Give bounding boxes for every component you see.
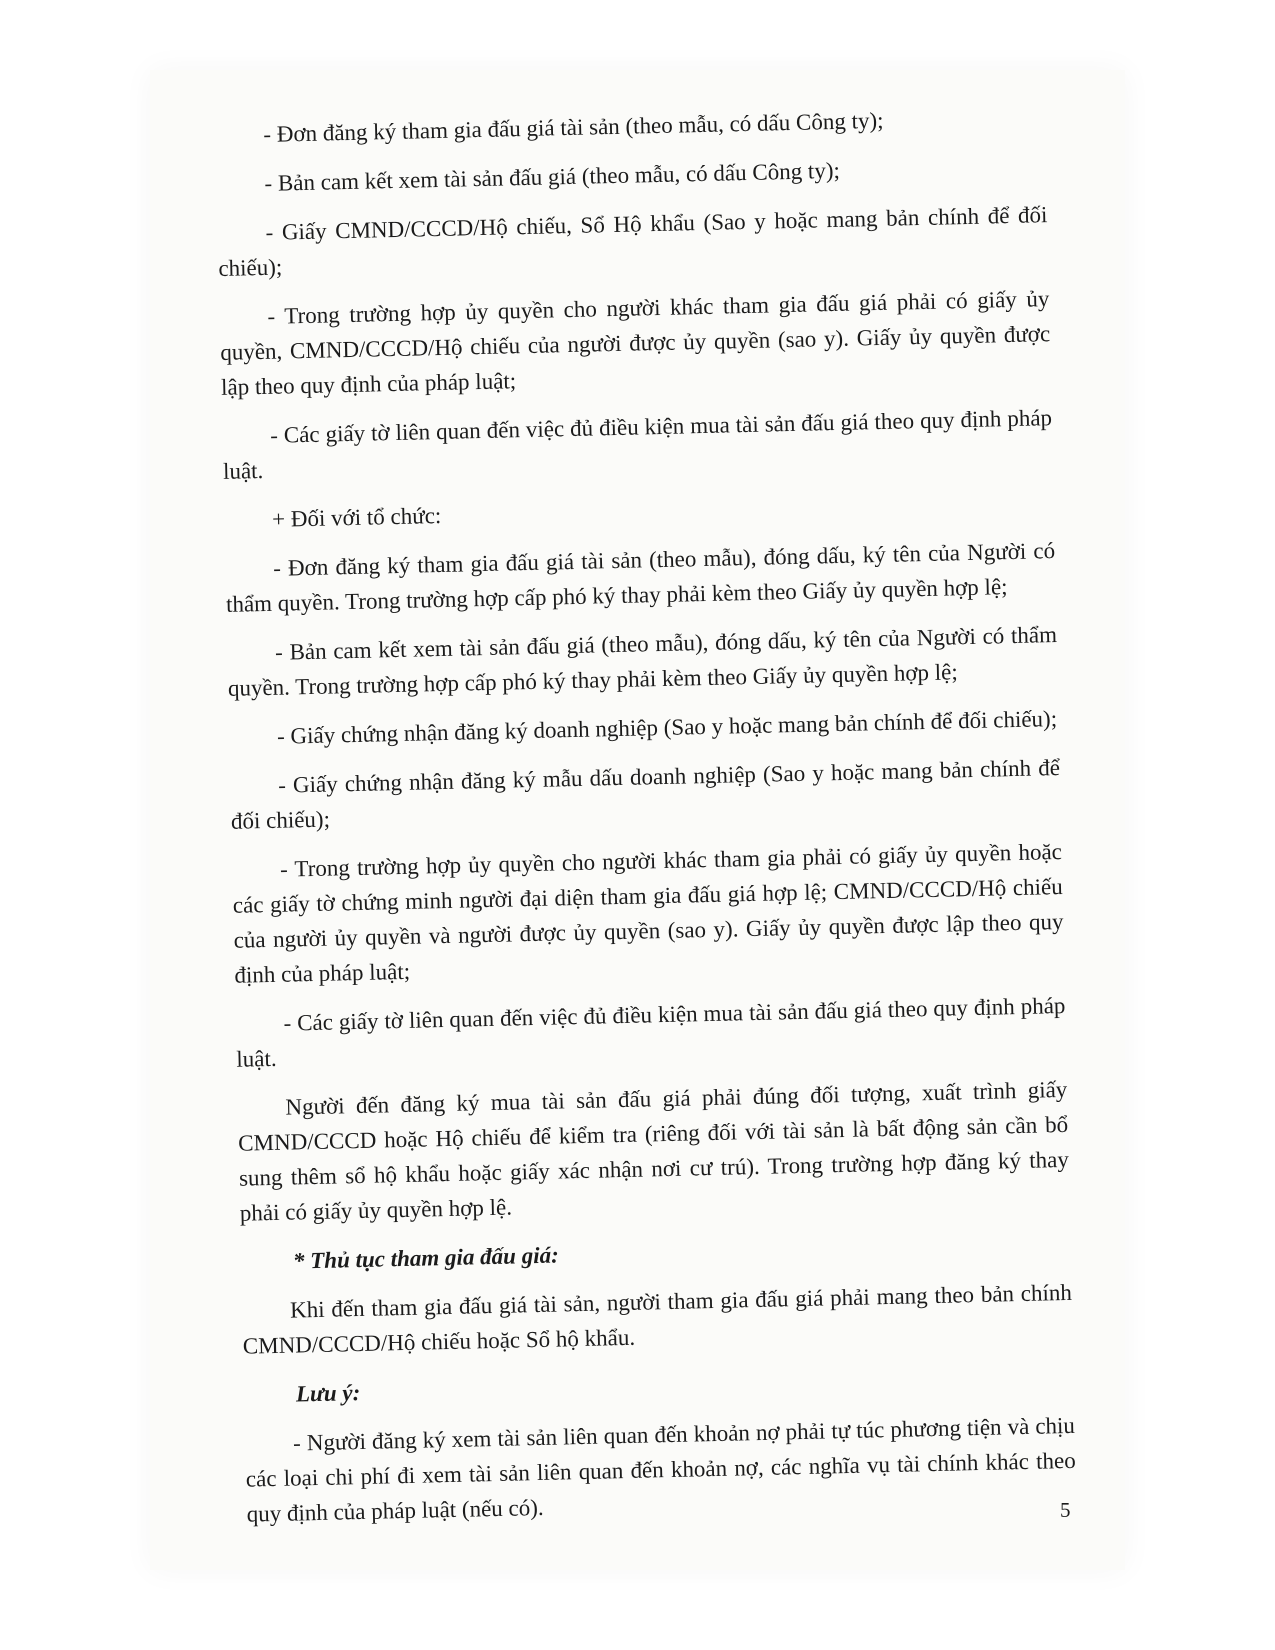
paragraph: Người đến đăng ký mua tài sản đấu giá phải đúng đối tượng, xuất trình giấy CMND/CCCD hoặc Hộ chiếu để kiểm tra (riêng đối với tài sản là bất động sản cần bổ sung thêm sổ hộ khẩu hoặc giấy xác nhận nơi cư trú). Trong trường hợp đăng ký thay phải có giấy ủy quyền hợp lệ. (237, 1076, 1070, 1226)
paragraph: Khi đến tham gia đấu giá tài sản, người tham gia đấu giá phải mang theo bản chính CMND/CCCD/Hộ chiếu hoặc Sổ hộ khẩu. (242, 1279, 1073, 1359)
paragraph: - Trong trường hợp ủy quyền cho người khác tham gia phải có giấy ủy quyền hoặc các giấy tờ chứng minh người đại diện tham gia đấu giá hợp lệ; CMND/CCCD/Hộ chiếu của người ủy quyền và người được ủy quyền (sao y). Giấy ủy quyền được lập theo quy định của pháp luật; (232, 838, 1064, 988)
paragraph: - Đơn đăng ký tham gia đấu giá tài sản (theo mẫu), đóng dấu, ký tên của Người có thẩm quyền. Trong trường hợp cấp phó ký thay phải kèm theo Giấy ủy quyền hợp lệ; (225, 538, 1056, 617)
paragraph: - Các giấy tờ liên quan đến việc đủ điều kiện mua tài sản đấu giá theo quy định pháp luật. (236, 992, 1066, 1072)
paragraph: + Đối với tổ chức: (271, 502, 442, 532)
paragraph: - Các giấy tờ liên quan đến việc đủ điều kiện mua tài sản đấu giá theo quy định pháp luật. (222, 405, 1053, 484)
paragraph: - Bản cam kết xem tài sản đấu giá (theo mẫu), đóng dấu, ký tên của Người có thẩm quyền. Trong trường hợp cấp phó ký thay phải kèm theo Giấy ủy quyền hợp lệ; (227, 622, 1058, 701)
section-heading: * Thủ tục tham gia đấu giá: (292, 1242, 559, 1274)
page-number: 5 (1060, 1498, 1071, 1522)
paragraph: - Giấy chứng nhận đăng ký mẫu dấu doanh nghiệp (Sao y hoặc mang bản chính để đối chiếu); (230, 755, 1061, 834)
paragraph: - Người đăng ký xem tài sản liên quan đến khoản nợ phải tự túc phương tiện và chịu các loại chi phí đi xem tài sản liên quan đến khoản nợ, các nghĩa vụ tài chính khác theo quy định của pháp luật (nếu có). (245, 1412, 1076, 1527)
paragraph: - Bản cam kết xem tài sản đấu giá (theo mẫu, có dấu Công ty); (264, 157, 841, 196)
note-heading: Lưu ý: (295, 1380, 361, 1407)
paragraph: - Giấy CMND/CCCD/Hộ chiếu, Sổ Hộ khẩu (Sao y hoặc mang bản chính để đối chiếu); (218, 202, 1048, 281)
paragraph: - Giấy chứng nhận đăng ký doanh nghiệp (Sao y hoặc mang bản chính để đối chiếu); (276, 706, 1058, 749)
paragraph: - Trong trường hợp ủy quyền cho người khác tham gia đấu giá phải có giấy ủy quyền, CMND/CCCD/Hộ chiếu của người được ủy quyền (sao y). Giấy ủy quyền được lập theo quy định của pháp luật; (220, 286, 1051, 400)
document-body (215, 99, 1077, 1545)
paragraph: - Đơn đăng ký tham gia đấu giá tài sản (theo mẫu, có dấu Công ty); (263, 107, 884, 147)
